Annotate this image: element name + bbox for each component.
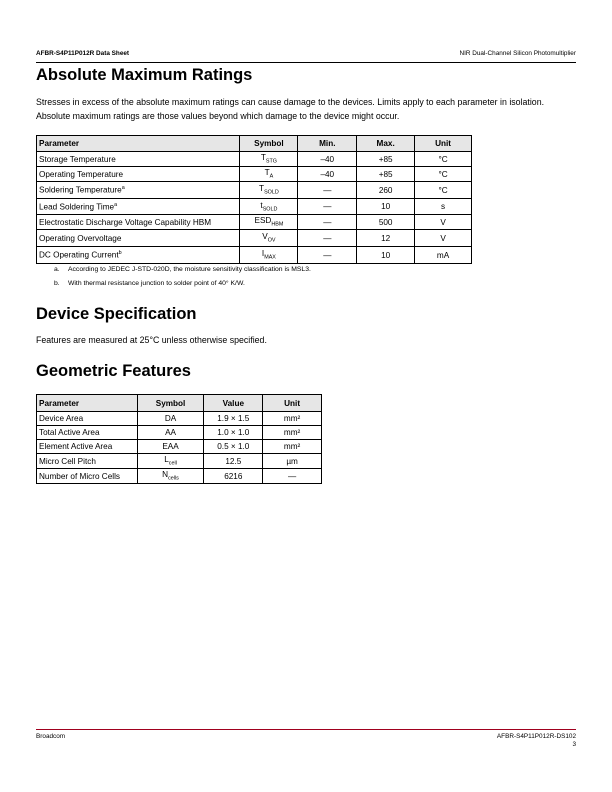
value-cell: 1.9 × 1.5 [204,412,263,426]
col-unit: Unit [415,136,472,152]
footnote-text: With thermal resistance junction to solder point of 40° K/W. [68,280,245,287]
symbol-text: AA [165,428,176,437]
value-cell: 6216 [204,469,263,484]
footer-company: Broadcom [36,733,66,740]
min-cell: — [298,182,357,199]
value-cell: 1.0 × 1.0 [204,426,263,440]
symbol-subscript: cell [168,460,177,467]
symbol-cell [137,412,204,426]
col-symbol: Symbol [240,136,298,152]
footnote-ref: a [114,201,118,208]
symbol-cell [137,454,204,469]
footer-doc-id: AFBR-S4P11P012R-DS102 [496,733,576,740]
param-cell: Device Area [37,412,138,426]
table-row [37,182,472,199]
param-text: Soldering Temperature [39,185,122,195]
table-row [37,230,472,247]
col-unit: Unit [263,395,322,412]
max-cell: +85 [357,152,415,167]
param-text: DC Operating Current [39,250,119,260]
param-text: Storage Temperature [39,154,116,164]
symbol-cell [240,152,298,167]
footnote-ref: a [121,185,125,192]
symbol-text: DA [164,414,177,423]
table-row [37,412,322,426]
param-text: Electrostatic Discharge Voltage Capability HBM [39,217,212,227]
col-symbol: Symbol [137,395,204,412]
symbol-text: T [260,153,266,163]
symbol-cell [137,426,204,440]
param-text: Lead Soldering Time [39,202,115,212]
unit-cell: µm [263,454,322,469]
param-cell [37,199,240,215]
table-row [37,469,322,484]
amr-intro: Stresses in excess of the absolute maximum ratings can cause damage to the devices. Limits apply to each parameter in isolation. Absolute maximum ratings are those values beyond which damage to the device might occur. [36,97,545,121]
unit-cell: °C [415,152,472,167]
page-header [36,48,576,63]
param-cell [37,182,240,199]
symbol-subscript: cells [168,475,179,482]
max-cell: 12 [357,230,415,247]
symbol-cell [240,182,298,199]
min-cell: –40 [298,152,357,167]
symbol-text: t [260,200,263,210]
footer-doc-info [497,733,576,749]
symbol-subscript: HBM [271,221,284,228]
unit-cell: s [415,199,472,215]
table-row [37,426,322,440]
symbol-subscript: SOLD [264,189,279,196]
symbol-text: I [261,249,265,259]
min-cell: — [298,215,357,230]
param-cell [37,152,240,167]
max-cell: 260 [357,182,415,199]
symbol-text: EAA [162,442,179,451]
geo-table-header [37,395,322,412]
symbol-cell [137,469,204,484]
amr-table-header [37,136,472,152]
table-row [37,215,472,230]
min-cell: — [298,247,357,264]
geo-heading: Geometric Features [36,362,191,380]
value-cell: 12.5 [204,454,263,469]
symbol-cell [137,440,204,454]
col-max: Max. [357,136,415,152]
unit-cell: mm² [263,440,322,454]
footnote-key: a. [54,266,60,273]
unit-cell: mm² [263,426,322,440]
unit-cell: mA [415,247,472,264]
geo-table [36,394,322,484]
symbol-subscript: STG [265,158,277,165]
symbol-cell [240,167,298,182]
max-cell: +85 [357,167,415,182]
footnote-key: b. [54,280,60,287]
col-value: Value [204,395,263,412]
symbol-text: V [262,232,268,242]
col-min: Min. [298,136,357,152]
min-cell: –40 [298,167,357,182]
unit-cell: mm² [263,412,322,426]
param-cell: Number of Micro Cells [37,469,138,484]
symbol-subscript: A [269,173,274,180]
table-row [37,152,472,167]
symbol-subscript: MAX [264,254,276,261]
symbol-subscript: SOLD [262,206,278,213]
symbol-text: ESD [254,216,272,226]
symbol-cell [240,247,298,264]
unit-cell: V [415,215,472,230]
header-product-name: NIR Dual-Channel Silicon Photomultiplier [459,50,576,57]
unit-cell: °C [415,182,472,199]
footnote [54,266,311,273]
amr-table [36,135,472,264]
max-cell: 500 [357,215,415,230]
device-spec-heading: Device Specification [36,305,197,323]
symbol-cell [240,199,298,215]
param-cell [37,247,240,264]
symbol-text: N [162,470,169,480]
table-row [37,454,322,469]
device-spec-text: Features are measured at 25°C unless otherwise specified. [36,335,267,345]
page-footer [36,729,576,748]
param-cell [37,215,240,230]
footnote-ref: b [118,250,122,257]
symbol-text: T [259,184,265,194]
param-cell [37,230,240,247]
unit-cell: °C [415,167,472,182]
symbol-text: L [164,455,169,465]
amr-heading: Absolute Maximum Ratings [36,66,253,84]
min-cell: — [298,199,357,215]
col-parameter: Parameter [37,395,138,412]
symbol-cell [240,230,298,247]
page-number: 3 [572,741,576,748]
value-cell: 0.5 × 1.0 [204,440,263,454]
table-row [37,167,472,182]
symbol-subscript: OV [267,237,276,244]
col-parameter: Parameter [37,136,240,152]
max-cell: 10 [357,247,415,264]
min-cell: — [298,230,357,247]
param-cell: Total Active Area [37,426,138,440]
unit-cell: — [263,469,322,484]
footnote [54,280,245,287]
table-row [37,440,322,454]
param-cell [37,167,240,182]
header-doc-title: AFBR-S4P11P012R Data Sheet [36,50,130,57]
param-cell: Element Active Area [37,440,138,454]
unit-cell: V [415,230,472,247]
max-cell: 10 [357,199,415,215]
param-cell: Micro Cell Pitch [37,454,138,469]
symbol-cell [240,215,298,230]
symbol-text: T [264,168,270,178]
param-text: Operating Overvoltage [39,233,122,243]
param-text: Operating Temperature [39,169,124,179]
footnote-text: According to JEDEC J-STD-020D, the moisture sensitivity classification is MSL3. [68,266,311,273]
table-row [37,199,472,215]
table-row [37,247,472,264]
